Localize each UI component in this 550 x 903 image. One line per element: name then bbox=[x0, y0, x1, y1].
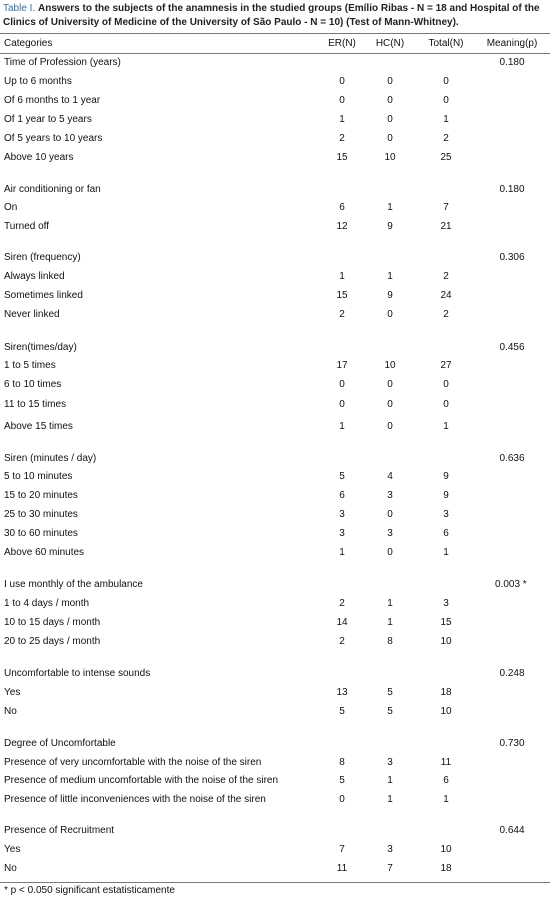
hc-cell: 10 bbox=[384, 152, 396, 163]
total-cell: 9 bbox=[443, 471, 449, 482]
hc-cell: 5 bbox=[387, 687, 393, 698]
table-row-group-header bbox=[0, 340, 550, 356]
hc-cell: 3 bbox=[387, 490, 393, 501]
hc-cell: 0 bbox=[387, 509, 393, 520]
total-cell: 27 bbox=[440, 360, 452, 371]
table-row bbox=[0, 792, 550, 808]
table-row bbox=[0, 469, 550, 485]
category-cell: No bbox=[4, 863, 17, 874]
hc-cell: 4 bbox=[387, 471, 393, 482]
table-row-group-header bbox=[0, 182, 550, 198]
total-cell: 0 bbox=[443, 399, 449, 410]
header-categories: Categories bbox=[4, 38, 53, 49]
table-row-group-header bbox=[0, 451, 550, 467]
table-row bbox=[0, 545, 550, 561]
category-cell: No bbox=[4, 706, 17, 717]
caption-label: Table I. bbox=[3, 3, 36, 14]
hc-cell: 0 bbox=[387, 379, 393, 390]
er-cell: 0 bbox=[339, 95, 345, 106]
category-cell: 1 to 4 days / month bbox=[4, 598, 90, 609]
table-row bbox=[0, 685, 550, 701]
total-cell: 11 bbox=[440, 757, 452, 768]
table-row bbox=[0, 634, 550, 650]
category-cell: 15 to 20 minutes bbox=[4, 490, 78, 501]
meaning-cell: 0.306 bbox=[499, 252, 525, 263]
er-cell: 5 bbox=[339, 471, 345, 482]
hc-cell: 10 bbox=[384, 360, 396, 371]
hc-cell: 5 bbox=[387, 706, 393, 717]
hc-cell: 0 bbox=[387, 421, 393, 432]
total-cell: 6 bbox=[443, 775, 449, 786]
table-row bbox=[0, 755, 550, 771]
er-cell: 2 bbox=[339, 309, 345, 320]
total-cell: 2 bbox=[443, 271, 449, 282]
er-cell: 0 bbox=[339, 76, 345, 87]
er-cell: 7 bbox=[339, 844, 345, 855]
meaning-cell: 0.636 bbox=[499, 453, 525, 464]
category-cell: Sometimes linked bbox=[4, 290, 83, 301]
er-cell: 0 bbox=[339, 794, 345, 805]
category-cell: Degree of Uncomfortable bbox=[4, 738, 116, 749]
category-cell: Presence of Recruitment bbox=[4, 825, 115, 836]
total-cell: 10 bbox=[440, 636, 452, 647]
header-rule bbox=[0, 53, 550, 54]
table-caption bbox=[3, 2, 547, 30]
hc-cell: 0 bbox=[387, 309, 393, 320]
table-row bbox=[0, 112, 550, 128]
category-cell: 30 to 60 minutes bbox=[4, 528, 78, 539]
table-row bbox=[0, 842, 550, 858]
table-row bbox=[0, 704, 550, 720]
header-meaning: Meaning(p) bbox=[486, 38, 538, 49]
er-cell: 1 bbox=[339, 421, 345, 432]
table-row-group-header bbox=[0, 250, 550, 266]
table-row bbox=[0, 488, 550, 504]
table-row-group-header bbox=[0, 577, 550, 593]
hc-cell: 1 bbox=[387, 598, 393, 609]
table-row bbox=[0, 526, 550, 542]
er-cell: 3 bbox=[339, 509, 345, 520]
total-cell: 10 bbox=[440, 844, 452, 855]
table-row bbox=[0, 358, 550, 374]
category-cell: 25 to 30 minutes bbox=[4, 509, 78, 520]
er-cell: 5 bbox=[339, 775, 345, 786]
er-cell: 6 bbox=[339, 202, 345, 213]
hc-cell: 0 bbox=[387, 114, 393, 125]
er-cell: 11 bbox=[336, 863, 348, 874]
hc-cell: 9 bbox=[387, 290, 393, 301]
hc-cell: 1 bbox=[387, 617, 393, 628]
er-cell: 2 bbox=[339, 598, 345, 609]
category-cell: Presence of very uncomfortable with the noise of the siren bbox=[4, 757, 262, 768]
meaning-cell: 0.180 bbox=[499, 57, 525, 68]
category-cell: Siren(times/day) bbox=[4, 342, 77, 353]
meaning-cell: 0.456 bbox=[499, 342, 525, 353]
total-cell: 3 bbox=[443, 598, 449, 609]
category-cell: Air conditioning or fan bbox=[4, 184, 101, 195]
table-row-group-header bbox=[0, 736, 550, 752]
hc-cell: 0 bbox=[387, 399, 393, 410]
total-cell: 0 bbox=[443, 76, 449, 87]
table-row bbox=[0, 74, 550, 90]
category-cell: Above 60 minutes bbox=[4, 547, 85, 558]
header-er: ER(N) bbox=[328, 38, 356, 49]
meaning-cell: 0.003 * bbox=[495, 579, 527, 590]
category-cell: Uncomfortable to intense sounds bbox=[4, 668, 151, 679]
total-cell: 7 bbox=[443, 202, 449, 213]
meaning-cell: 0.730 bbox=[499, 738, 525, 749]
table-row bbox=[0, 596, 550, 612]
category-cell: Time of Profession (years) bbox=[4, 57, 121, 68]
total-cell: 10 bbox=[440, 706, 452, 717]
category-cell: 5 to 10 minutes bbox=[4, 471, 73, 482]
category-cell: Of 6 months to 1 year bbox=[4, 95, 101, 106]
er-cell: 13 bbox=[336, 687, 348, 698]
header-total: Total(N) bbox=[428, 38, 464, 49]
top-rule bbox=[0, 33, 550, 34]
total-cell: 2 bbox=[443, 133, 449, 144]
total-cell: 0 bbox=[443, 95, 449, 106]
table-row bbox=[0, 307, 550, 323]
er-cell: 1 bbox=[339, 114, 345, 125]
table-row bbox=[0, 93, 550, 109]
category-cell: I use monthly of the ambulance bbox=[4, 579, 143, 590]
er-cell: 12 bbox=[336, 221, 348, 232]
bottom-rule bbox=[0, 882, 550, 883]
total-cell: 3 bbox=[443, 509, 449, 520]
total-cell: 1 bbox=[443, 114, 449, 125]
total-cell: 6 bbox=[443, 528, 449, 539]
category-cell: Yes bbox=[4, 687, 21, 698]
total-cell: 21 bbox=[440, 221, 452, 232]
category-cell: Always linked bbox=[4, 271, 65, 282]
category-cell: Above 10 years bbox=[4, 152, 74, 163]
hc-cell: 0 bbox=[387, 95, 393, 106]
hc-cell: 0 bbox=[387, 133, 393, 144]
category-cell: On bbox=[4, 202, 18, 213]
category-cell: 6 to 10 times bbox=[4, 379, 62, 390]
hc-cell: 1 bbox=[387, 202, 393, 213]
table-row bbox=[0, 288, 550, 304]
table-row-group-header bbox=[0, 55, 550, 71]
category-cell: 1 to 5 times bbox=[4, 360, 56, 371]
category-cell: Presence of little inconveniences with the noise of the siren bbox=[4, 794, 266, 805]
hc-cell: 1 bbox=[387, 775, 393, 786]
footnote: * p < 0.050 significant estatisticamente bbox=[4, 885, 175, 896]
category-cell: Yes bbox=[4, 844, 21, 855]
category-cell: Siren (minutes / day) bbox=[4, 453, 97, 464]
category-cell: Up to 6 months bbox=[4, 76, 72, 87]
meaning-cell: 0.248 bbox=[499, 668, 525, 679]
total-cell: 24 bbox=[440, 290, 452, 301]
category-cell: Presence of medium uncomfortable with the noise of the siren bbox=[4, 775, 279, 786]
er-cell: 8 bbox=[339, 757, 345, 768]
category-cell: Turned off bbox=[4, 221, 50, 232]
total-cell: 15 bbox=[440, 617, 452, 628]
total-cell: 0 bbox=[443, 379, 449, 390]
table-row bbox=[0, 773, 550, 789]
er-cell: 3 bbox=[339, 528, 345, 539]
table-row-group-header bbox=[0, 823, 550, 839]
er-cell: 17 bbox=[336, 360, 348, 371]
category-cell: 11 to 15 times bbox=[4, 399, 67, 410]
table-row bbox=[0, 269, 550, 285]
category-cell: 10 to 15 days / month bbox=[4, 617, 101, 628]
category-cell: Above 15 times bbox=[4, 421, 73, 432]
er-cell: 15 bbox=[336, 290, 348, 301]
er-cell: 14 bbox=[336, 617, 348, 628]
er-cell: 0 bbox=[339, 399, 345, 410]
er-cell: 1 bbox=[339, 271, 345, 282]
caption-text: Answers to the subjects of the anamnesis in the studied groups (Emílio Ribas - N = 18 and Hospital of the Clinics of University of Medicine of the University of São Paulo - N = 10) (Test of Mann-Whitney). bbox=[3, 3, 540, 28]
table-row bbox=[0, 397, 550, 413]
table-header bbox=[0, 36, 550, 52]
hc-cell: 9 bbox=[387, 221, 393, 232]
header-hc: HC(N) bbox=[375, 38, 405, 49]
category-cell: Of 1 year to 5 years bbox=[4, 114, 92, 125]
total-cell: 1 bbox=[443, 421, 449, 432]
hc-cell: 7 bbox=[387, 863, 393, 874]
hc-cell: 3 bbox=[387, 528, 393, 539]
category-cell: 20 to 25 days / month bbox=[4, 636, 101, 647]
category-cell: Of 5 years to 10 years bbox=[4, 133, 103, 144]
table-row bbox=[0, 861, 550, 877]
table-row bbox=[0, 131, 550, 147]
table-row-group-header bbox=[0, 666, 550, 682]
er-cell: 6 bbox=[339, 490, 345, 501]
total-cell: 25 bbox=[440, 152, 452, 163]
er-cell: 2 bbox=[339, 636, 345, 647]
hc-cell: 0 bbox=[387, 76, 393, 87]
table-row bbox=[0, 615, 550, 631]
total-cell: 1 bbox=[443, 794, 449, 805]
er-cell: 2 bbox=[339, 133, 345, 144]
table-row bbox=[0, 219, 550, 235]
hc-cell: 8 bbox=[387, 636, 393, 647]
er-cell: 15 bbox=[336, 152, 348, 163]
er-cell: 1 bbox=[339, 547, 345, 558]
hc-cell: 3 bbox=[387, 757, 393, 768]
total-cell: 18 bbox=[440, 863, 452, 874]
total-cell: 18 bbox=[440, 687, 452, 698]
category-cell: Siren (frequency) bbox=[4, 252, 81, 263]
hc-cell: 1 bbox=[387, 794, 393, 805]
er-cell: 5 bbox=[339, 706, 345, 717]
meaning-cell: 0.180 bbox=[499, 184, 525, 195]
table-row bbox=[0, 377, 550, 393]
table-row bbox=[0, 507, 550, 523]
hc-cell: 1 bbox=[387, 271, 393, 282]
table-row bbox=[0, 419, 550, 435]
table-row bbox=[0, 150, 550, 166]
er-cell: 0 bbox=[339, 379, 345, 390]
total-cell: 1 bbox=[443, 547, 449, 558]
total-cell: 9 bbox=[443, 490, 449, 501]
meaning-cell: 0.644 bbox=[499, 825, 525, 836]
hc-cell: 3 bbox=[387, 844, 393, 855]
table-row bbox=[0, 200, 550, 216]
hc-cell: 0 bbox=[387, 547, 393, 558]
category-cell: Never linked bbox=[4, 309, 60, 320]
total-cell: 2 bbox=[443, 309, 449, 320]
